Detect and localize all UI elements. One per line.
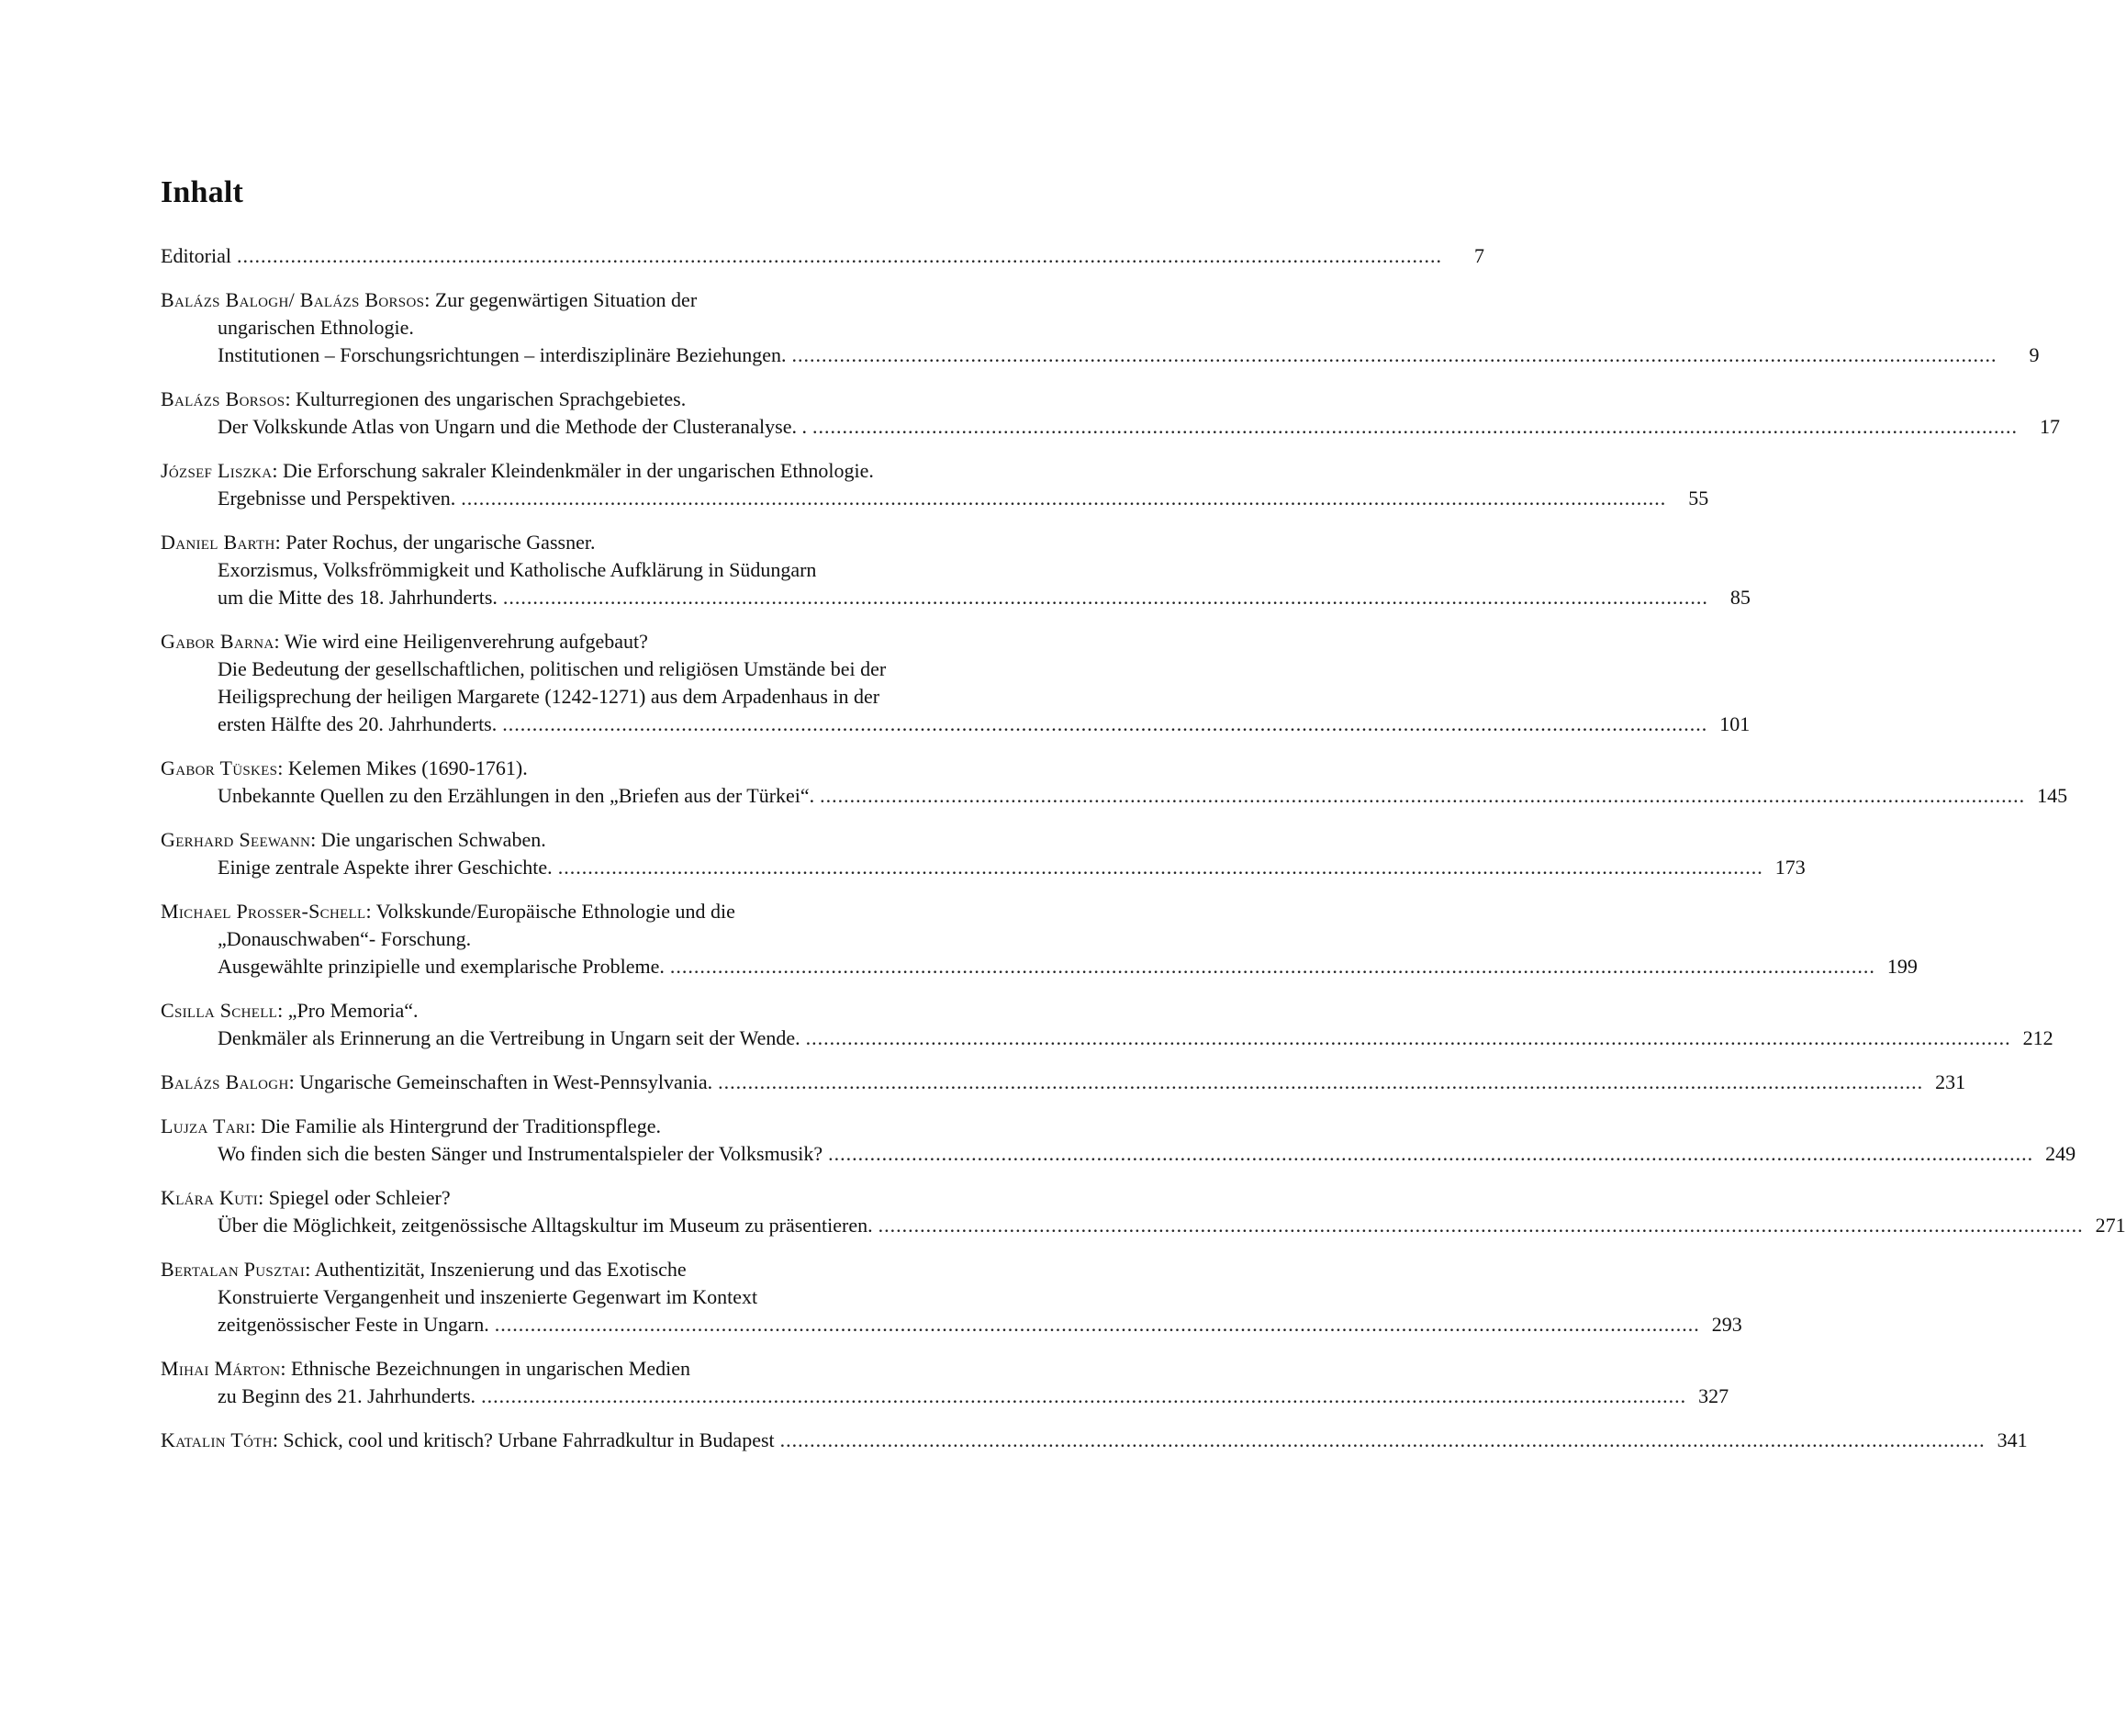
page-number: 199 (1886, 955, 1918, 978)
entry-title: : Kulturregionen des ungarischen Sprachgebietes. (285, 387, 687, 410)
toc-entry (161, 457, 1709, 512)
entry-subtitle-line: ersten Hälfte des 20. Jahrhunderts. (218, 712, 498, 735)
toc-line (161, 1311, 1742, 1338)
leader-dots: .......................................................................................................................................................................................................... (502, 586, 1708, 609)
toc-line (161, 997, 1005, 1025)
toc-entry (161, 529, 1751, 611)
page-number: 145 (2037, 784, 2068, 807)
toc-entry (161, 1069, 1966, 1096)
entry-subtitle-line: „Donauschwaben“- Forschung. (218, 927, 472, 950)
entry-author: Balázs Borsos (161, 387, 285, 410)
entry-subtitle-line: Wo finden sich die besten Sänger und Instrumentalspieler der Volksmusik? (218, 1142, 823, 1165)
toc-entry (161, 1355, 1729, 1410)
entry-subtitle-line: Unbekannte Quellen zu den Erzählungen in den „Briefen aus der Türkei“. (218, 784, 815, 807)
toc-entry (161, 286, 2040, 369)
toc-entry (161, 898, 1918, 980)
entry-title: : Wie wird eine Heiligenverehrung aufgebaut? (274, 630, 648, 653)
toc-line (161, 386, 1005, 413)
toc-page (161, 174, 2126, 1471)
toc-entry (161, 1427, 2028, 1454)
entry-title-line (161, 1357, 690, 1380)
entry-subtitle-line: Ergebnisse und Perspektiven. (218, 487, 456, 510)
toc-line (161, 485, 1709, 512)
entry-subtitle-line: Ausgewählte prinzipielle und exemplarische Probleme. (218, 955, 665, 978)
entry-author: Gabor Tüskes (161, 756, 278, 779)
leader-dots: .......................................................................................................................................................................................................... (878, 1214, 2084, 1237)
toc-line (161, 1069, 1966, 1096)
leader-dots: .......................................................................................................................................................................................................... (502, 712, 1708, 735)
entry-title: : Die ungarischen Schwaben. (310, 828, 546, 851)
toc-line (161, 314, 1005, 342)
toc-line (161, 854, 1806, 881)
toc-line (161, 683, 1005, 711)
entry-subtitle-line: Exorzismus, Volksfrömmigkeit und Katholische Aufklärung in Südungarn (218, 558, 817, 581)
toc-line (161, 242, 1484, 270)
entry-subtitle-line: Heiligsprechung der heiligen Margarete (1242-1271) aus dem Arpadenhaus in der (218, 685, 880, 708)
page-number: 249 (2045, 1142, 2076, 1165)
page-number: 341 (1997, 1428, 2028, 1451)
toc-line (161, 457, 1005, 485)
toc-line (161, 898, 1005, 925)
toc-line (161, 529, 1005, 556)
toc-line (161, 1113, 1005, 1140)
leader-dots: .......................................................................................................................................................................................................... (811, 415, 2018, 438)
entry-title: : Ethnische Bezeichnungen in ungarischen Medien (280, 1357, 690, 1380)
toc-line (161, 1256, 1005, 1283)
entry-title-line (161, 1258, 687, 1281)
toc-line (161, 286, 1005, 314)
entry-title-line (161, 1427, 775, 1454)
entry-title: : Zur gegenwärtigen Situation der (424, 288, 698, 311)
entry-subtitle-line: zu Beginn des 21. Jahrhunderts. (218, 1384, 476, 1407)
leader-dots: .......................................................................................................................................................................................................... (557, 856, 1763, 879)
entry-title: : Kelemen Mikes (1690-1761). (277, 756, 528, 779)
leader-dots: .......................................................................................................................................................................................................... (828, 1142, 2034, 1165)
entry-title-line (161, 828, 546, 851)
entry-author: Lujza Tari (161, 1114, 251, 1137)
toc-line (161, 655, 1005, 683)
toc-entry (161, 242, 1484, 270)
entry-author: Klára Kuti (161, 1186, 259, 1209)
leader-dots: .......................................................................................................................................................................................................... (494, 1313, 1700, 1336)
toc-entry (161, 628, 1751, 738)
entry-title: : Ungarische Gemeinschaften in West-Pennsylvania. (288, 1070, 713, 1093)
toc-entry (161, 386, 2060, 441)
entry-title-line (161, 387, 686, 410)
entry-subtitle-line: Institutionen – Forschungsrichtungen – interdisziplinäre Beziehungen. (218, 343, 787, 366)
toc-entry (161, 755, 2068, 810)
toc-line (161, 1383, 1729, 1410)
page-number: 271 (2095, 1214, 2126, 1237)
leader-dots: .......................................................................................................................................................................................................... (669, 955, 1875, 978)
entry-author: József Liszka (161, 459, 273, 482)
toc-entry (161, 997, 2053, 1052)
table-of-contents (161, 242, 2126, 1454)
toc-line (161, 782, 2068, 810)
entry-title-line (161, 531, 595, 554)
toc-line (161, 925, 1005, 953)
toc-line (161, 556, 1005, 584)
entry-subtitle-line: Der Volkskunde Atlas von Ungarn und die Methode der Clusteranalyse. . (218, 415, 807, 438)
entry-title: : „Pro Memoria“. (277, 999, 419, 1022)
entry-title-line (161, 630, 648, 653)
page-number: 55 (1688, 487, 1709, 510)
toc-line (161, 1212, 2126, 1239)
entry-title: : Volkskunde/Europäische Ethnologie und die (365, 900, 735, 923)
entry-title: : Spiegel oder Schleier? (258, 1186, 451, 1209)
entry-author: Balázs Balogh/ Balázs Borsos (161, 288, 425, 311)
entry-author: Katalin Tóth (161, 1428, 273, 1451)
entry-title-line (161, 459, 874, 482)
entry-author: Gerhard Seewann (161, 828, 311, 851)
toc-line (161, 1184, 1005, 1212)
toc-line (161, 413, 2060, 441)
page-number: 231 (1935, 1070, 1966, 1093)
entry-author: Gabor Barna (161, 630, 274, 653)
toc-entry (161, 1184, 2126, 1239)
page-number: 101 (1719, 712, 1751, 735)
toc-line (161, 1140, 2076, 1168)
leader-dots: .......................................................................................................................................................................................................... (461, 487, 1667, 510)
entry-subtitle-line: Denkmäler als Erinnerung an die Vertreibung in Ungarn seit der Wende. (218, 1026, 800, 1049)
toc-line (161, 826, 1005, 854)
entry-title: Editorial (161, 244, 231, 267)
entry-title-line (161, 999, 419, 1022)
toc-entry (161, 826, 1806, 881)
page-number: 7 (1473, 244, 1484, 267)
page-number: 293 (1711, 1313, 1742, 1336)
toc-line (161, 1283, 1005, 1311)
entry-title-line (161, 900, 735, 923)
entry-title: : Authentizität, Inszenierung und das Exotische (305, 1258, 687, 1281)
toc-entry (161, 1256, 1742, 1338)
toc-line (161, 1427, 2028, 1454)
page-number: 173 (1774, 856, 1806, 879)
leader-dots: .......................................................................................................................................................................................................... (779, 1428, 1986, 1451)
entry-subtitle-line: Über die Möglichkeit, zeitgenössische Alltagskultur im Museum zu präsentieren. (218, 1214, 873, 1237)
page-number: 9 (2029, 343, 2040, 366)
entry-author: Mihai Márton (161, 1357, 281, 1380)
page-number: 212 (2022, 1026, 2053, 1049)
entry-subtitle-line: Einige zentrale Aspekte ihrer Geschichte. (218, 856, 553, 879)
page-number: 327 (1698, 1384, 1729, 1407)
entry-title-line (161, 756, 528, 779)
entry-title: : Die Familie als Hintergrund der Traditionspflege. (250, 1114, 661, 1137)
toc-line (161, 584, 1751, 611)
leader-dots: .......................................................................................................................................................................................................... (481, 1384, 1687, 1407)
entry-subtitle-line: zeitgenössischer Feste in Ungarn. (218, 1313, 489, 1336)
entry-title: : Die Erforschung sakraler Kleindenkmäler in der ungarischen Ethnologie. (272, 459, 874, 482)
toc-line (161, 755, 1005, 782)
leader-dots: .......................................................................................................................................................................................................... (718, 1070, 1924, 1093)
entry-title-line (161, 1186, 451, 1209)
entry-author: Michael Prosser-Schell (161, 900, 366, 923)
entry-title-line (161, 288, 697, 311)
entry-title: : Schick, cool und kritisch? Urbane Fahrradkultur in Budapest (272, 1428, 775, 1451)
leader-dots: .......................................................................................................................................................................................................... (791, 343, 1997, 366)
entry-title-line (161, 242, 231, 270)
entry-subtitle-line: um die Mitte des 18. Jahrhunderts. (218, 586, 498, 609)
page-number: 17 (2039, 415, 2060, 438)
leader-dots: .......................................................................................................................................................................................................... (820, 784, 2026, 807)
toc-entry (161, 1113, 2076, 1168)
entry-author: Daniel Barth (161, 531, 275, 554)
leader-dots: .......................................................................................................................................................................................................... (236, 244, 1442, 267)
entry-title: : Pater Rochus, der ungarische Gassner. (274, 531, 596, 554)
toc-line (161, 342, 2040, 369)
entry-subtitle-line: Konstruierte Vergangenheit und inszenierte Gegenwart im Kontext (218, 1285, 758, 1308)
entry-author: Balázs Balogh (161, 1070, 289, 1093)
toc-line (161, 711, 1751, 738)
page-number: 85 (1729, 586, 1751, 609)
entry-subtitle-line: ungarischen Ethnologie. (218, 316, 414, 339)
entry-subtitle-line: Die Bedeutung der gesellschaftlichen, politischen und religiösen Umstände bei der (218, 657, 887, 680)
leader-dots: .......................................................................................................................................................................................................... (805, 1026, 2011, 1049)
toc-line (161, 1355, 1005, 1383)
entry-author: Bertalan Pusztai (161, 1258, 306, 1281)
toc-line (161, 628, 1005, 655)
entry-title-line (161, 1069, 712, 1096)
entry-title-line (161, 1114, 661, 1137)
entry-author: Csilla Schell (161, 999, 278, 1022)
toc-line (161, 953, 1918, 980)
page-title: Inhalt (161, 175, 244, 209)
toc-line (161, 1025, 2053, 1052)
